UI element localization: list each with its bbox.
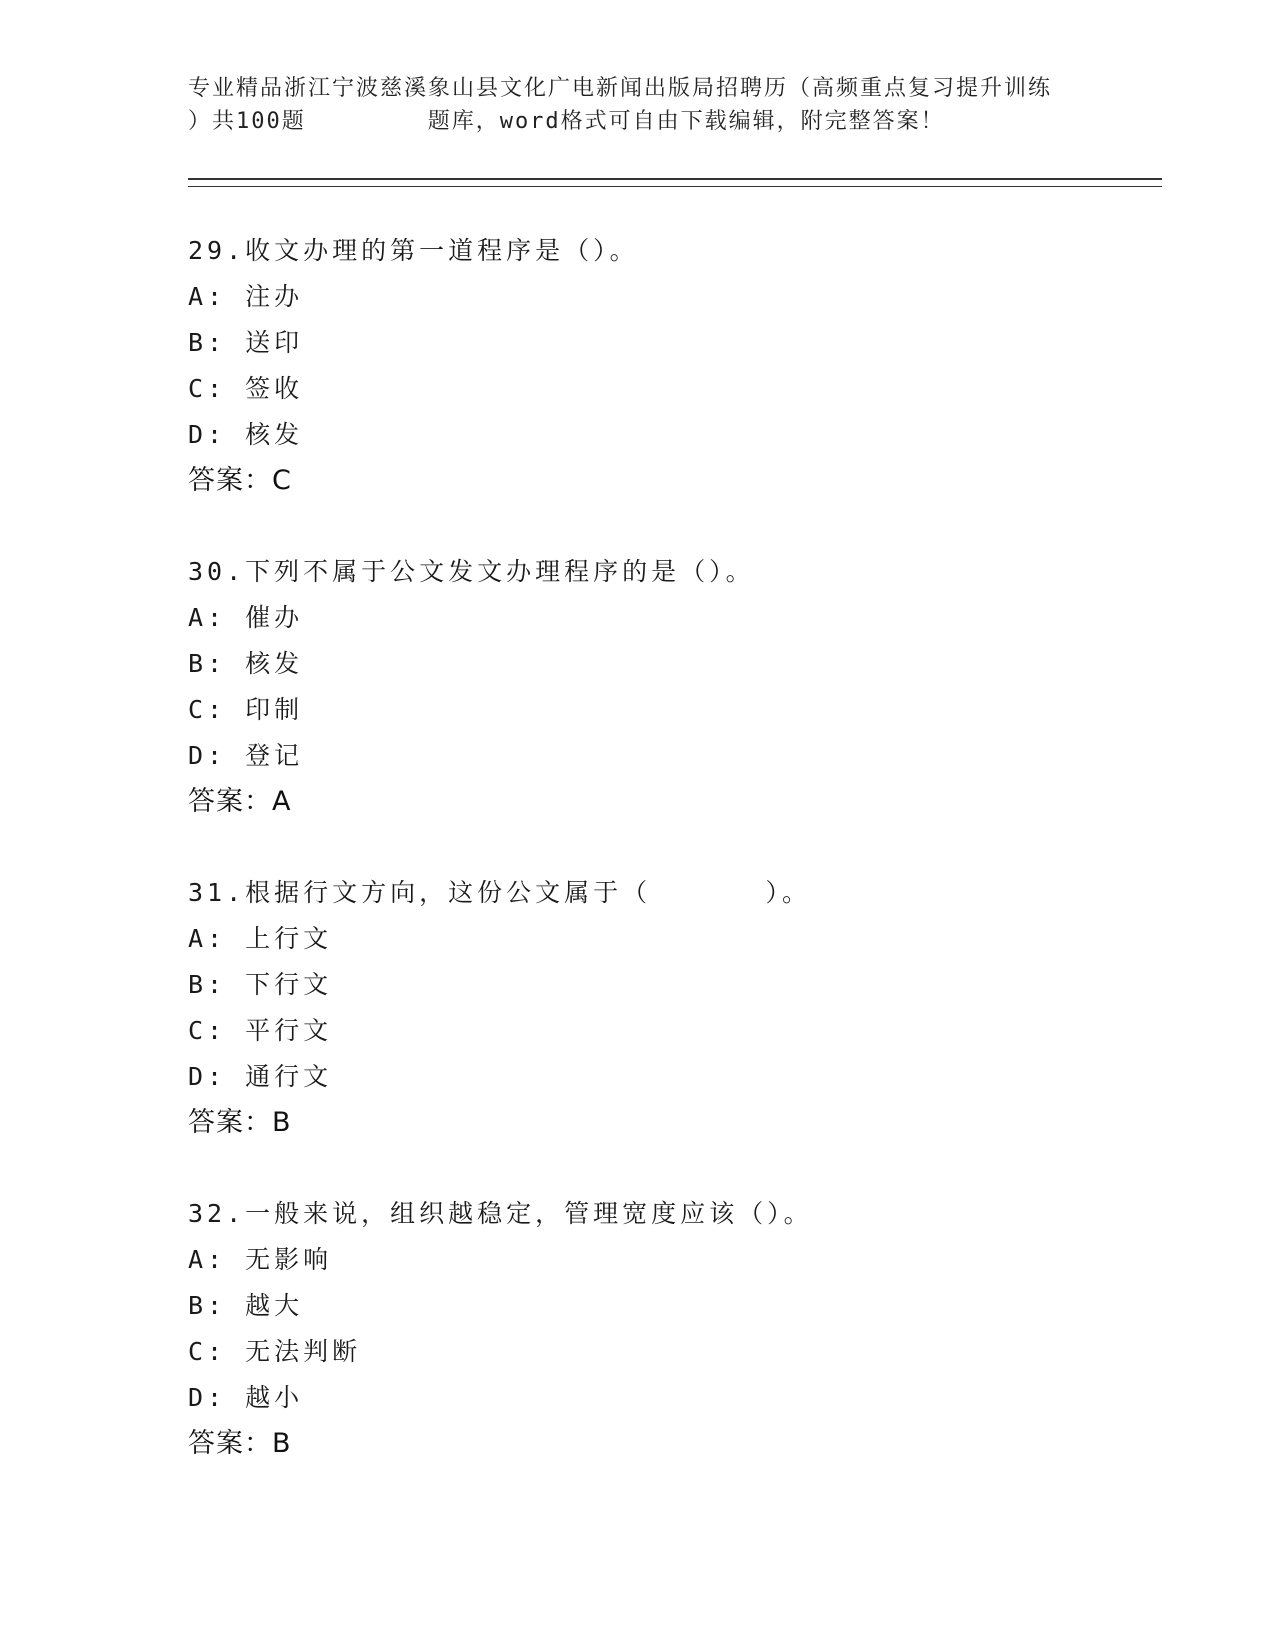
question-30	[188, 549, 1162, 825]
option-a: A: 注办	[188, 282, 304, 311]
option-c: C: 无法判断	[188, 1337, 362, 1366]
option-b: B: 下行文	[188, 970, 333, 999]
question-list	[188, 228, 1162, 1512]
option-c: C: 平行文	[188, 1016, 333, 1045]
option-b: B: 核发	[188, 649, 304, 678]
option-d: D: 登记	[188, 741, 304, 770]
document-header	[188, 72, 1088, 138]
answer-line: 答案：B	[188, 1107, 292, 1138]
answer-line: 答案：B	[188, 1428, 292, 1459]
header-title-line-1: 专业精品浙江宁波慈溪象山县文化广电新闻出版局招聘历（高频重点复习提升训练	[188, 76, 1053, 101]
option-d: D: 核发	[188, 420, 304, 449]
option-d: D: 通行文	[188, 1062, 333, 1091]
option-a: A: 无影响	[188, 1245, 333, 1274]
option-d: D: 越小	[188, 1383, 304, 1412]
option-c: C: 印制	[188, 695, 304, 724]
question-stem: 30.下列不属于公文发文办理程序的是（）。	[188, 557, 755, 586]
question-stem: 31.根据行文方向，这份公文属于（ ）。	[188, 878, 811, 907]
option-a: A: 催办	[188, 603, 304, 632]
option-b: B: 越大	[188, 1291, 304, 1320]
question-31	[188, 870, 1162, 1146]
question-stem: 32.一般来说，组织越稳定，管理宽度应该（）。	[188, 1199, 813, 1228]
option-b: B: 送印	[188, 328, 304, 357]
answer-line: 答案：C	[188, 465, 292, 496]
option-c: C: 签收	[188, 374, 304, 403]
question-stem: 29.收文办理的第一道程序是（）。	[188, 236, 639, 265]
header-title-line-2: ）共100题 题库，word格式可自由下载编辑，附完整答案！	[188, 109, 945, 134]
option-a: A: 上行文	[188, 924, 333, 953]
answer-line: 答案：A	[188, 786, 292, 817]
question-29	[188, 228, 1162, 504]
header-divider	[188, 178, 1162, 187]
question-32	[188, 1191, 1162, 1467]
